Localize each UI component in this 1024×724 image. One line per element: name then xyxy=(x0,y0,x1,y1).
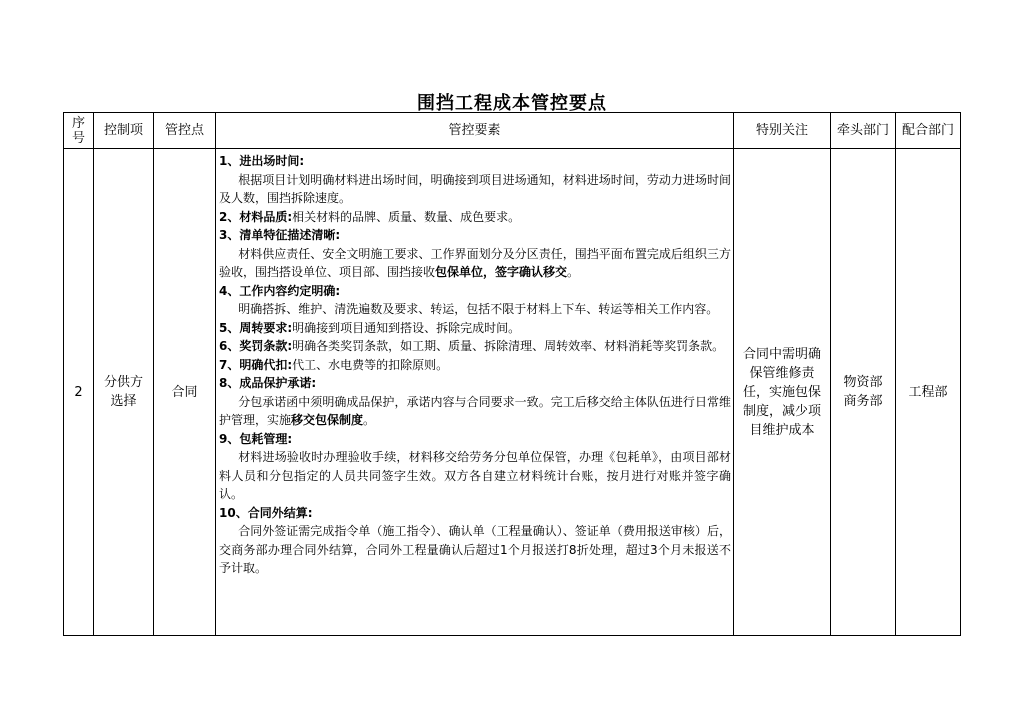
item-9-text: 材料进场验收时办理验收手续，材料移交给劳务分包单位保管，办理《包耗单》，由项目部材料人员和分包指定的人员共同签字生效。双方各自建立材料统计台账，按月进行对账并签字确认。 xyxy=(219,450,731,501)
header-row xyxy=(64,113,961,149)
item-5 xyxy=(219,319,731,338)
lead-dept-2: 商务部 xyxy=(843,394,883,409)
item-6 xyxy=(219,337,731,356)
table-row xyxy=(64,149,961,636)
header-special-attention: 特别关注 xyxy=(734,113,831,149)
header-seq-label: 序号 xyxy=(71,115,85,146)
header-control-item: 控制项 xyxy=(94,113,154,149)
item-10-text: 合同外签证需完成指令单（施工指令）、确认单（工程量确认）、签证单（费用报送审核）后，交商务部办理合同外结算，合同外工程量确认后超过1个月报送打8折处理，超过3个月未报送不予计取。 xyxy=(219,524,731,575)
item-8-emphasis: 移交包保制度 xyxy=(291,413,364,427)
item-3-text-block xyxy=(219,245,731,282)
item-2 xyxy=(219,208,731,227)
cell-lead-dept xyxy=(831,149,896,636)
cell-control-item xyxy=(94,149,154,636)
cell-special-attention xyxy=(734,149,831,636)
item-3-heading: 3、清单特征描述清晰: xyxy=(219,228,341,242)
item-2-text: 相关材料的品牌、质量、数量、成色要求。 xyxy=(292,209,521,224)
item-3-end: 。 xyxy=(567,265,580,279)
cell-control-point: 合同 xyxy=(154,149,216,636)
cell-coop-dept: 工程部 xyxy=(896,149,961,636)
item-8-text: 分包承诺函中须明确成品保护，承诺内容与合同要求一致。完工后移交给主体队伍进行日常维护管理，实施 xyxy=(219,394,731,427)
item-1-text: 根据项目计划明确材料进出场时间，明确接到项目进场通知，材料进场时间，劳动力进场时间及人数，围挡拆除速度。 xyxy=(219,172,731,205)
item-8-text-block xyxy=(219,393,731,430)
item-3-emphasis: 包保单位，签字确认移交 xyxy=(435,265,568,279)
item-9-heading: 9、包耗管理: xyxy=(219,431,293,446)
header-seq xyxy=(64,113,94,149)
item-4-heading: 4、工作内容约定明确: xyxy=(219,283,341,298)
item-4-text: 明确搭拆、维护、清洗遍数及要求、转运，包括不限于材料上下车、转运等相关工作内容。 xyxy=(238,302,719,316)
header-coop-dept: 配合部门 xyxy=(896,113,961,149)
special-attention-text: 合同中需明确保管维修责任，实施包保制度，减少项目维护成本 xyxy=(742,346,821,438)
item-8-end: 。 xyxy=(363,413,376,427)
item-2-heading: 2、材料品质: xyxy=(219,209,293,224)
document-title: 围挡工程成本管控要点 xyxy=(417,93,607,114)
item-6-text: 明确各类奖罚条款，如工期、质量、拆除清理、周转效率、材料消耗等奖罚条款。 xyxy=(292,339,725,353)
item-8-heading: 8、成品保护承诺: xyxy=(219,376,317,390)
control-table xyxy=(63,112,961,636)
cell-elements xyxy=(216,149,734,636)
item-5-heading: 5、周转要求: xyxy=(219,320,293,335)
cell-seq: 2 xyxy=(64,149,94,636)
item-3-text: 材料供应责任、安全文明施工要求、工作界面划分及分区责任，围挡平面布置完成后组织三方验收，围挡搭设单位、项目部、围挡接收 xyxy=(219,246,731,279)
header-elements: 管控要素 xyxy=(216,113,734,149)
header-control-point: 管控点 xyxy=(154,113,216,149)
item-7-heading: 7、明确代扣: xyxy=(219,357,293,372)
item-5-text: 明确接到项目通知到搭设、拆除完成时间。 xyxy=(292,320,521,335)
item-10-heading: 10、合同外结算: xyxy=(219,505,313,520)
item-1-heading: 1、进出场时间: xyxy=(219,154,305,168)
lead-dept-1: 物资部 xyxy=(843,375,883,390)
item-7-text: 代工、水电费等的扣除原则。 xyxy=(292,357,449,372)
control-item-text: 分供方选择 xyxy=(103,375,143,409)
item-7 xyxy=(219,356,731,375)
item-6-heading: 6、奖罚条款: xyxy=(219,339,293,353)
header-lead-dept: 牵头部门 xyxy=(831,113,896,149)
